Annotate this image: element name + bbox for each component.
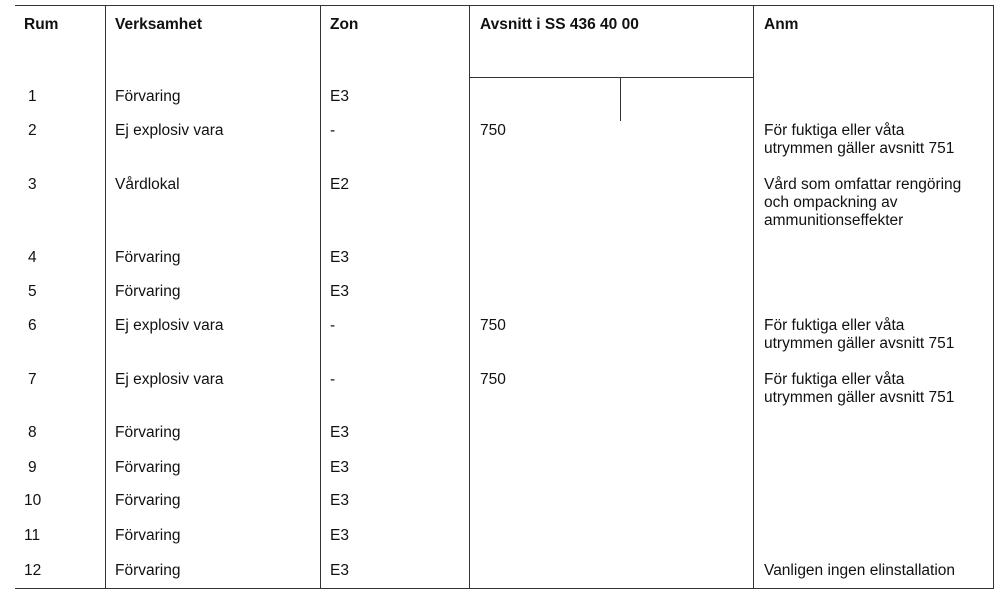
cell-anm: För fuktiga eller våta utrymmen gäller avsnitt 751 xyxy=(764,317,955,352)
cell-avsnitt: 750 xyxy=(480,122,506,139)
avsnitt-subdivider xyxy=(620,77,621,121)
cell-rum: 5 xyxy=(28,283,37,300)
cell-rum: 3 xyxy=(28,176,37,193)
cell-avsnitt: 750 xyxy=(480,317,506,334)
cell-rum: 4 xyxy=(28,249,37,266)
header-anm: Anm xyxy=(764,16,799,33)
cell-anm: För fuktiga eller våta utrymmen gäller avsnitt 751 xyxy=(764,122,955,157)
cell-verksamhet: Förvaring xyxy=(115,492,181,509)
cell-verksamhet: Förvaring xyxy=(115,424,181,441)
cell-rum: 11 xyxy=(24,527,41,544)
cell-anm: Vård som omfattar rengöring och ompackning av ammunitionseffekter xyxy=(764,176,962,229)
cell-verksamhet: Förvaring xyxy=(115,88,181,105)
cell-verksamhet: Vårdlokal xyxy=(115,176,180,193)
cell-verksamhet: Förvaring xyxy=(115,562,181,579)
cell-verksamhet: Ej explosiv vara xyxy=(115,122,224,139)
header-zon: Zon xyxy=(330,16,359,33)
cell-zon: E3 xyxy=(330,527,349,544)
cell-verksamhet: Förvaring xyxy=(115,249,181,266)
cell-rum: 8 xyxy=(28,424,37,441)
table-bottom-border xyxy=(15,588,993,589)
cell-zon: E3 xyxy=(330,424,349,441)
header-rum: Rum xyxy=(24,16,59,33)
cell-rum: 1 xyxy=(28,88,37,105)
cell-zon: E3 xyxy=(330,283,349,300)
cell-zon: E3 xyxy=(330,88,349,105)
column-divider xyxy=(469,5,470,589)
cell-zon: E3 xyxy=(330,459,349,476)
cell-zon: - xyxy=(330,317,336,334)
cell-verksamhet: Förvaring xyxy=(115,527,181,544)
cell-rum: 2 xyxy=(28,122,37,139)
column-divider xyxy=(993,5,994,589)
cell-verksamhet: Ej explosiv vara xyxy=(115,317,224,334)
cell-verksamhet: Förvaring xyxy=(115,459,181,476)
cell-avsnitt: 750 xyxy=(480,371,506,388)
header-separator xyxy=(470,77,753,78)
header-avsnitt: Avsnitt i SS 436 40 00 xyxy=(480,16,639,33)
cell-zon: - xyxy=(330,122,336,139)
column-divider xyxy=(105,5,106,589)
cell-zon: E3 xyxy=(330,492,349,509)
cell-anm: För fuktiga eller våta utrymmen gäller avsnitt 751 xyxy=(764,371,955,406)
cell-verksamhet: Ej explosiv vara xyxy=(115,371,224,388)
header-verksamhet: Verksamhet xyxy=(115,16,203,33)
cell-zon: E3 xyxy=(330,562,349,579)
cell-zon: - xyxy=(330,371,336,388)
cell-rum: 7 xyxy=(28,371,37,388)
table-top-border xyxy=(15,5,993,6)
cell-anm: Vanligen ingen elinstallation xyxy=(764,562,956,579)
cell-rum: 6 xyxy=(28,317,37,334)
cell-rum: 9 xyxy=(28,459,37,476)
column-divider xyxy=(753,5,754,589)
cell-rum: 12 xyxy=(24,562,42,579)
column-divider xyxy=(320,5,321,589)
cell-rum: 10 xyxy=(24,492,42,509)
cell-zon: E2 xyxy=(330,176,349,193)
cell-zon: E3 xyxy=(330,249,349,266)
cell-verksamhet: Förvaring xyxy=(115,283,181,300)
